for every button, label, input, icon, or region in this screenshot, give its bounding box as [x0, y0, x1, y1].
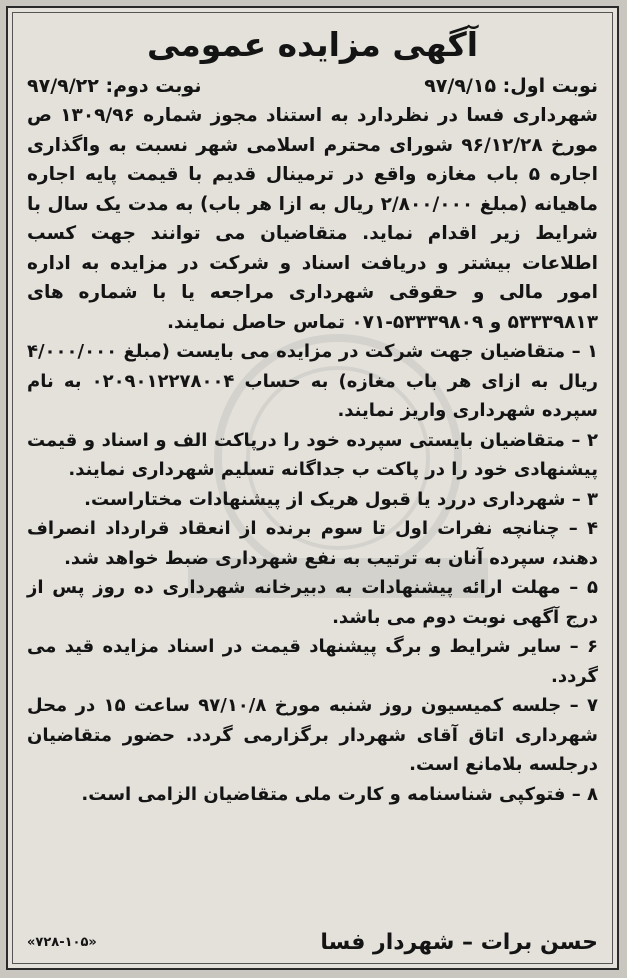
condition-item: ۵ – مهلت ارائه پیشنهادات به دبیرخانه شهرداری ده روز پس از درج آگهی نوبت دوم می باشد. — [27, 577, 598, 628]
publication-dates — [27, 71, 598, 101]
ad-code: «۷۲۸-۱۰۵» — [27, 935, 97, 950]
first-round-date: نوبت اول: ۹۷/۹/۱۵ — [424, 75, 598, 97]
condition-item: ۲ – متقاضیان بایستی سپرده خود را درپاکت الف و اسناد و قیمت پیشنهادی خود را در پاکت ب جداگانه تسلیم شهرداری نمایند. — [27, 429, 598, 480]
newspaper-notice — [6, 6, 619, 970]
signature: حسن برات – شهردار فسا — [320, 930, 598, 955]
notice-footer — [27, 930, 598, 955]
notice-title: آگهی مزایده عمومی — [146, 25, 479, 64]
condition-item: ۷ – جلسه کمیسیون روز شنبه مورخ ۹۷/۱۰/۸ ساعت ۱۵ در محل شهرداری اتاق آقای شهردار برگزارمی گردد. حضور متقاضیان درجلسه بلامانع است. — [27, 695, 599, 775]
second-round-date: نوبت دوم: ۹۷/۹/۲۲ — [27, 75, 202, 97]
condition-item: ۱ – متقاضیان جهت شرکت در مزایده می بایست (مبلغ ۴/۰۰۰/۰۰۰ ریال به ازای هر باب مغازه) به حساب ۰۲۰۹۰۱۲۲۷۸۰۰۴ به نام سپرده شهرداری واریز نمایند. — [27, 341, 598, 421]
condition-item: ۴ – چنانچه نفرات اول تا سوم برنده از انعقاد قرارداد انصراف دهند، سپرده آنان به ترتیب به نفع شهرداری ضبط خواهد شد. — [27, 518, 598, 569]
condition-item: ۶ – سایر شرایط و برگ پیشنهاد قیمت در اسناد مزایده قید می گردد. — [27, 636, 598, 687]
condition-item: ۸ – فتوکپی شناسنامه و کارت ملی متقاضیان الزامی است. — [81, 783, 598, 805]
notice-frame — [12, 12, 613, 964]
condition-item: ۳ – شهرداری دررد یا قبول هریک از پیشنهادات مختاراست. — [84, 488, 598, 510]
notice-body: شهرداری فسا در نظردارد به استناد مجوز شماره ۱۳۰۹/۹۶ ص مورخ ۹۶/۱۲/۲۸ شورای محترم اسلامی شهر نسبت به واگذاری اجاره ۵ باب مغازه واقع در ترمینال قدیم با قیمت پایه اجاره ماهیانه (مبلغ ۲/۸۰۰/۰۰۰ ریال به ازا هر باب) به مدت یک سال با شرایط زیر اقدام نماید. متقاضیان می توانند جهت کسب اطلاعات بیشتر و دریافت اسناد و شرکت در مزایده به اداره امور مالی و حقوقی شهرداری مراجعه یا با شماره های ۵۳۳۳۹۸۱۳ و ۵۳۳۳۹۸۰۹-۰۷۱ تماس حاصل نمایند. — [27, 105, 598, 333]
